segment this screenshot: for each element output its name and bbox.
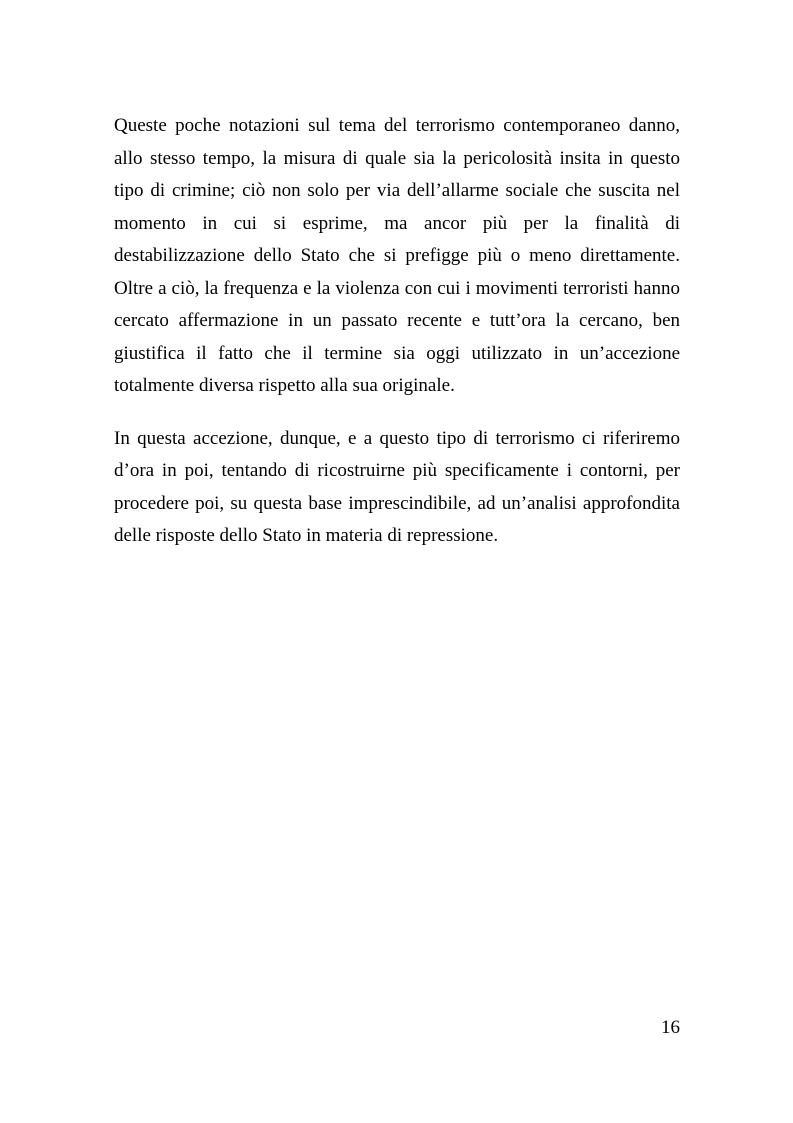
paragraph-accezione: In questa accezione, dunque, e a questo tipo di terrorismo ci riferiremo d’ora in poi, tentando di ricostruirne più specificamente i contorni, per procedere poi, su questa base imprescindibile, ad un’analisi approfondita delle risposte dello Stato in materia di repressione. (114, 427, 680, 546)
page-number: 16 (661, 1017, 680, 1038)
body-text (114, 110, 680, 573)
paragraph-terrorism-notes: Queste poche notazioni sul tema del terrorismo contemporaneo danno, allo stesso tempo, la misura di quale sia la pericolosità insita in questo tipo di crimine; ciò non solo per via dell’allarme sociale che suscita nel momento in cui si esprime, ma ancor più per la finalità di destabilizzazione dello Stato che si prefigge più o meno direttamente. Oltre a ciò, la frequenza e la violenza con cui i movimenti terroristi hanno cercato affermazione in un passato recente e tutt’ora la cercano, ben giustifica il fatto che il termine sia oggi utilizzato in un’accezione totalmente diversa rispetto alla sua originale. (114, 115, 680, 396)
